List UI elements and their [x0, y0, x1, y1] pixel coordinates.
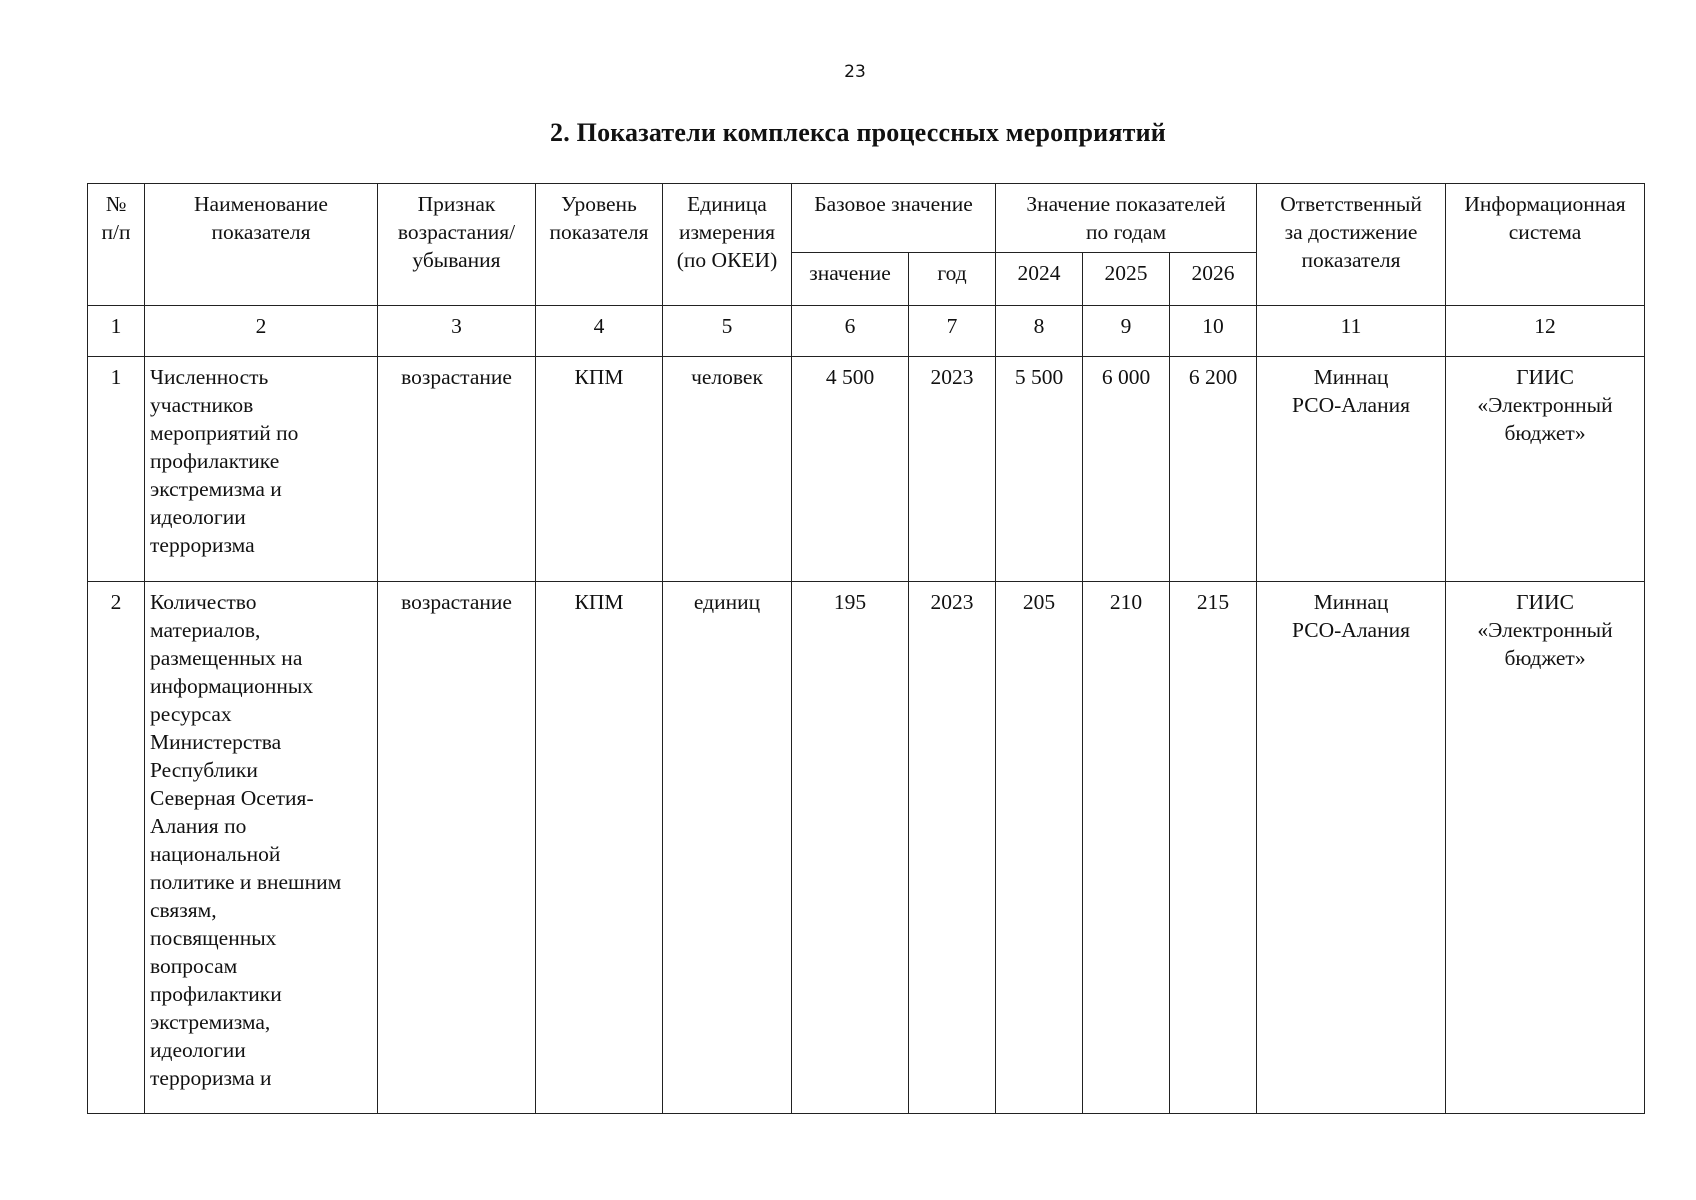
table-row	[88, 357, 1645, 582]
indicator-level: КПМ	[536, 582, 663, 1114]
header-number: № п/п	[88, 184, 145, 306]
header-info-system: Информационная система	[1446, 184, 1645, 306]
row-number: 1	[88, 357, 145, 582]
column-number: 9	[1083, 306, 1170, 357]
table-row	[88, 582, 1645, 1114]
column-number: 11	[1257, 306, 1446, 357]
row-number: 2	[88, 582, 145, 1114]
column-number: 2	[145, 306, 378, 357]
header-base-value: Базовое значение	[792, 184, 996, 253]
column-number: 7	[909, 306, 996, 357]
column-number: 1	[88, 306, 145, 357]
column-number: 12	[1446, 306, 1645, 357]
header-unit: Единица измерения (по ОКЕИ)	[663, 184, 792, 306]
header-year-2024: 2024	[996, 253, 1083, 306]
indicators-table	[87, 183, 1645, 1114]
info-system: ГИИС «Электронный бюджет»	[1446, 357, 1645, 582]
responsible: Миннац РСО-Алания	[1257, 357, 1446, 582]
responsible: Миннац РСО-Алания	[1257, 582, 1446, 1114]
value-2025: 6 000	[1083, 357, 1170, 582]
table-header-row	[88, 184, 1645, 253]
column-number: 3	[378, 306, 536, 357]
column-number: 5	[663, 306, 792, 357]
document-title: 2. Показатели комплекса процессных мероприятий	[550, 118, 1166, 147]
header-base-value-value: значение	[792, 253, 909, 306]
base-value: 4 500	[792, 357, 909, 582]
unit: единиц	[663, 582, 792, 1114]
header-year-2025: 2025	[1083, 253, 1170, 306]
column-numbers-row	[88, 306, 1645, 357]
header-base-value-year: год	[909, 253, 996, 306]
base-year: 2023	[909, 582, 996, 1114]
header-indicator-name: Наименование показателя	[145, 184, 378, 306]
indicator-level: КПМ	[536, 357, 663, 582]
header-responsible: Ответственный за достижение показателя	[1257, 184, 1446, 306]
page-number: 23	[844, 62, 866, 82]
value-2024: 205	[996, 582, 1083, 1114]
base-year: 2023	[909, 357, 996, 582]
info-system: ГИИС «Электронный бюджет»	[1446, 582, 1645, 1114]
header-level: Уровень показателя	[536, 184, 663, 306]
header-trend-sign: Признак возрастания/ убывания	[378, 184, 536, 306]
value-2024: 5 500	[996, 357, 1083, 582]
indicator-name: Количество материалов, размещенных на информационных ресурсах Министерства Республики Северная Осетия- Алания по национальной политике и внешним связям, посвященных вопросам профилактики экстремизма, идеологии терроризма и	[145, 582, 378, 1114]
column-number: 10	[1170, 306, 1257, 357]
column-number: 4	[536, 306, 663, 357]
header-year-2026: 2026	[1170, 253, 1257, 306]
base-value: 195	[792, 582, 909, 1114]
unit: человек	[663, 357, 792, 582]
header-values-by-year: Значение показателей по годам	[996, 184, 1257, 253]
value-2026: 6 200	[1170, 357, 1257, 582]
column-number: 8	[996, 306, 1083, 357]
trend-sign: возрастание	[378, 357, 536, 582]
trend-sign: возрастание	[378, 582, 536, 1114]
indicator-name: Численность участников мероприятий по профилактике экстремизма и идеологии терроризма	[145, 357, 378, 582]
column-number: 6	[792, 306, 909, 357]
value-2025: 210	[1083, 582, 1170, 1114]
value-2026: 215	[1170, 582, 1257, 1114]
